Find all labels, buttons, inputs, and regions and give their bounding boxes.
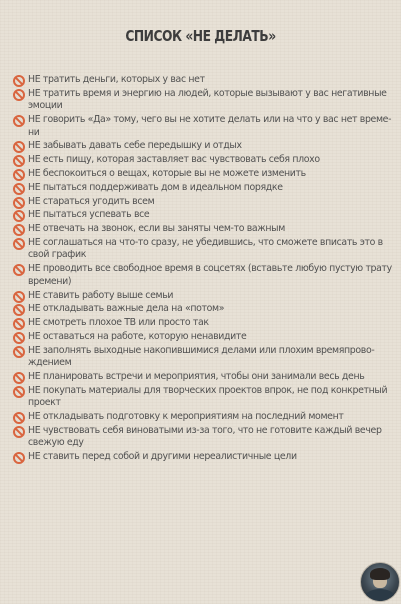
list-item-text: НЕ ставить работу выше семьи [28,289,174,301]
list-item-text: НЕ тратить время и энергию на людей, которые вызывают у вас негативные эмоции [28,87,387,112]
prohibition-icon [13,183,25,195]
list-item [12,290,400,303]
prohibition-icon [13,89,25,101]
prohibition-icon [13,304,25,316]
list-item-text: НЕ откладывать подготовку к мероприятиям на последний момент [28,411,344,423]
avatar-shoulders [365,589,395,602]
list-item [12,331,400,344]
list-item-text: НЕ пытаться успевать все [28,209,150,221]
list-item [12,168,400,181]
prohibition-icon [13,346,25,358]
list-item [12,303,400,316]
prohibition-icon [13,238,25,250]
list-item [12,182,400,195]
list-item [12,411,400,424]
list-item-text: НЕ проводить все свободное время в соцсетях (вставьте любую пустую трату времени) [28,263,392,287]
list-item [12,345,400,370]
prohibition-icon [13,291,25,303]
prohibition-icon [13,155,25,167]
list-item-text: НЕ оставаться на работе, которую ненавидите [28,330,247,342]
avatar-hair [370,568,390,580]
list-item-text: НЕ стараться угодить всем [28,195,155,207]
list-item [12,317,400,330]
list-item [12,209,400,222]
page-title: СПИСОК «НЕ ДЕЛАТЬ» [125,27,276,45]
prohibition-icon [13,115,25,127]
list-item-text: НЕ пытаться поддерживать дом в идеальном порядке [28,181,283,193]
author-avatar[interactable] [360,562,400,602]
prohibition-icon [13,264,25,276]
list-item-text: НЕ тратить деньги, которых у вас нет [28,74,205,85]
list-item [12,425,400,450]
list-item-text: НЕ заполнять выходные накопившимися делами или плохим времяпрово-ждением [28,344,375,369]
list-item [12,154,400,167]
list-item-text: НЕ ставить перед собой и другими нереалистичные цели [28,451,297,463]
list-item-text: НЕ беспокоиться о вещах, которые вы не можете изменить [28,167,306,179]
list-item [12,140,400,153]
prohibition-icon [13,412,25,424]
list-item-text: НЕ соглашаться на что-то сразу, не убедившись, что сможете вписать это в свой график [28,236,383,261]
prohibition-icon [13,210,25,222]
list-item [12,237,400,262]
list-item-text: НЕ говорить «Да» тому, чего вы не хотите делать или на что у вас нет време-ни [28,114,392,138]
list-item-text: НЕ планировать встречи и мероприятия, чтобы они занимали весь день [28,371,365,383]
prohibition-icon [13,197,25,209]
list-item-text: НЕ чувствовать себя виноватыми из-за того, что не готовите каждый вечер свежую еду [28,424,382,449]
list-item-text: НЕ смотреть плохое ТВ или просто так [28,317,209,329]
list-item [12,371,400,384]
list-item [12,114,400,139]
list-item-text: НЕ отвечать на звонок, если вы заняты чем-то важным [28,223,285,235]
prohibition-icon [13,169,25,181]
list-item [12,223,400,236]
list-item-text: НЕ есть пищу, которая заставляет вас чувствовать себя плохо [28,154,320,166]
list-item [12,263,400,288]
prohibition-icon [13,224,25,236]
prohibition-icon [13,318,25,330]
prohibition-icon [13,386,25,398]
list-item-text: НЕ забывать давать себе передышку и отдых [28,140,242,152]
list-item [12,196,400,209]
prohibition-icon [13,332,25,344]
prohibition-icon [13,452,25,464]
list-item-text: НЕ откладывать важные дела на «потом» [28,303,225,315]
prohibition-icon [13,426,25,438]
list-item [12,74,400,87]
list-item [12,88,400,113]
prohibition-icon [13,141,25,153]
prohibition-icon [13,372,25,384]
dont-do-list [12,74,400,465]
prohibition-icon [13,75,25,87]
list-item-text: НЕ покупать материалы для творческих проектов впрок, не под конкретный проект [28,384,388,409]
list-item [12,451,400,464]
list-item [12,385,400,410]
